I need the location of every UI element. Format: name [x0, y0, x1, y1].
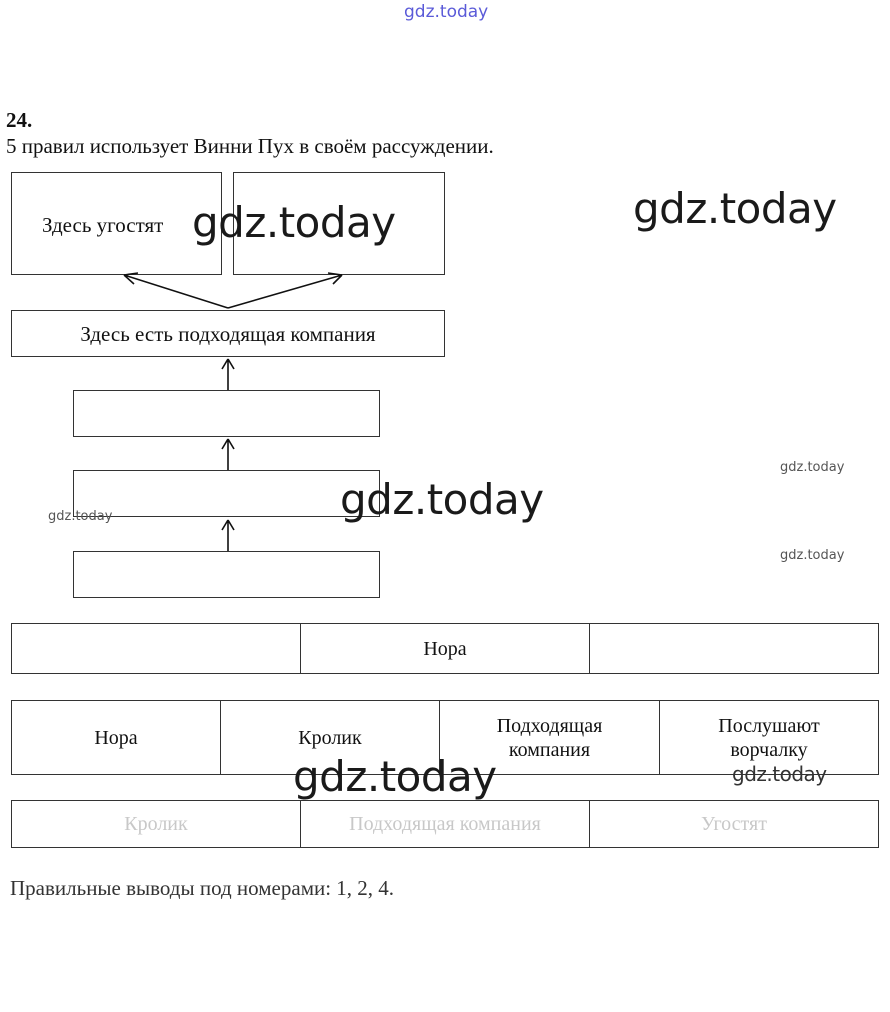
arrow-up-1	[222, 359, 234, 390]
watermark-small-3: gdz.today	[780, 548, 845, 563]
diagram-box-company-label: Здесь есть подходящая компания	[80, 321, 376, 346]
watermark-medium: gdz.today	[732, 762, 827, 786]
watermark-large-2: gdz.today	[633, 184, 837, 233]
watermark-small-2: gdz.today	[48, 509, 113, 524]
watermark-large-3: gdz.today	[340, 475, 544, 524]
table-row-2-cell-4: Послушают ворчалку	[718, 714, 820, 761]
table-row-2-cell-2: Кролик	[221, 701, 440, 774]
arrow-to-top-right	[228, 273, 342, 308]
watermark-small-1: gdz.today	[780, 460, 845, 475]
arrow-to-top-left	[124, 273, 228, 308]
table-row-1-cell-2: Нора	[301, 624, 590, 673]
watermark-large-4: gdz.today	[293, 752, 497, 801]
arrow-up-3	[222, 520, 234, 551]
table-row-3-cell-3: Угостят	[701, 813, 767, 835]
table-row-2-cell-1: Нора	[12, 701, 221, 774]
table-row-1-cell-3	[590, 624, 878, 673]
table-row-3-cell-2: Подходящая компания	[301, 801, 590, 847]
arrow-up-2	[222, 439, 234, 470]
watermark-large-1: gdz.today	[192, 198, 396, 247]
answer-text: Правильные выводы под номерами: 1, 2, 4.	[10, 876, 395, 900]
diagram-box-top-left-label: Здесь угостят	[42, 213, 164, 237]
task-statement: 5 правил использует Винни Пух в своём рассуждении.	[6, 134, 494, 158]
table-row-3	[11, 800, 879, 848]
watermark-top: gdz.today	[404, 2, 489, 22]
table-row-2-cell-3: Подходящая компания	[440, 701, 660, 774]
task-number: 24.	[6, 108, 33, 132]
table-row-1	[11, 623, 879, 674]
table-row-1-cell-1	[12, 624, 301, 673]
table-row-3-cell-1: Кролик	[12, 801, 301, 847]
